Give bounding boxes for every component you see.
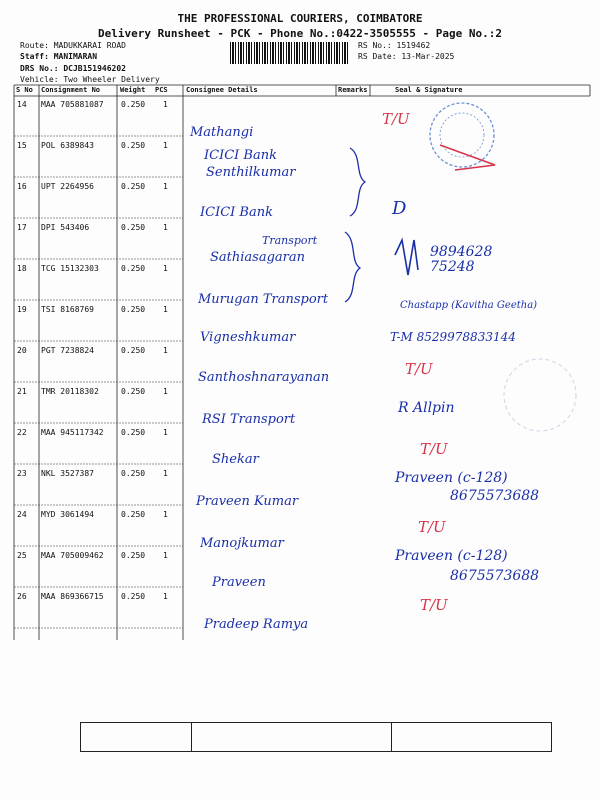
col-weight: Weight <box>120 86 146 94</box>
hw-sign: D <box>392 198 407 219</box>
table-cell-weight: 0.250 <box>121 305 146 314</box>
table-cell-pcs: 1 <box>163 141 168 150</box>
table-cell-pcs: 1 <box>163 551 168 560</box>
col-seal: Seal & Signature <box>395 86 463 94</box>
hw-sign: Praveen (c-128) <box>395 548 508 564</box>
hw-consignee: Vigneshkumar <box>200 330 296 345</box>
table-cell-weight: 0.250 <box>121 592 146 601</box>
col-pcs: PCS <box>155 86 168 94</box>
table-cell-cons: DPI 543406 <box>41 223 90 232</box>
table-cell-sno: 21 <box>17 387 27 396</box>
hw-consignee: Murugan Transport <box>198 292 329 307</box>
table-cell-sno: 18 <box>17 264 27 273</box>
table-cell-weight: 0.250 <box>121 469 146 478</box>
hw-sign: T/U <box>418 518 446 536</box>
hw-sign: 8675573688 <box>450 488 540 504</box>
table-cell-sno: 22 <box>17 428 27 437</box>
hw-sign: Praveen (c-128) <box>395 470 508 486</box>
route-label: Route: MADUKKARAI ROAD <box>20 41 126 50</box>
hw-consignee: Santhoshnarayanan <box>198 370 330 385</box>
table-cell-pcs: 1 <box>163 592 168 601</box>
table-cell-cons: MAA 705881087 <box>41 100 104 109</box>
table-cell-cons: UPT 2264956 <box>41 182 94 191</box>
table-cell-weight: 0.250 <box>121 264 146 273</box>
table-cell-weight: 0.250 <box>121 428 146 437</box>
hw-sign: R Allpin <box>398 400 455 416</box>
col-consignment: Consignment No <box>41 86 101 94</box>
table-cell-weight: 0.250 <box>121 346 146 355</box>
vehicle-label: Vehicle: Two Wheeler Delivery <box>20 75 160 84</box>
hw-sign: 9894628 75248 <box>430 244 493 275</box>
hw-sign: T/U <box>382 110 410 128</box>
col-sno: S No <box>16 86 33 94</box>
staff-label: Staff: MANIMARAN <box>20 52 98 61</box>
table-cell-pcs: 1 <box>163 305 168 314</box>
rs-date: RS Date: 13-Mar-2025 <box>358 52 455 61</box>
hw-sign: T/U <box>420 440 448 458</box>
table-cell-sno: 19 <box>17 305 27 314</box>
table-cell-pcs: 1 <box>163 387 168 396</box>
hw-consignee: Shekar <box>212 452 259 467</box>
table-cell-cons: MAA 869366715 <box>41 592 104 601</box>
table-cell-sno: 23 <box>17 469 27 478</box>
runsheet-subtitle: Delivery Runsheet - PCK - Phone No.:0422-3505555 - Page No.:2 <box>98 27 502 40</box>
hw-consignee: Manojkumar <box>200 536 284 551</box>
table-cell-cons: MAA 945117342 <box>41 428 104 437</box>
hw-consignee: Sathiasagaran <box>210 250 305 265</box>
table-cell-pcs: 1 <box>163 182 168 191</box>
hw-consignee: Praveen <box>212 575 266 590</box>
hw-sign: T/U <box>405 360 433 378</box>
table-cell-cons: TCG 15132303 <box>41 264 99 273</box>
hw-sign: T-M 8529978833144 <box>390 330 516 344</box>
drs-label: DRS No.: DCJB151946202 <box>20 64 126 73</box>
table-cell-pcs: 1 <box>163 469 168 478</box>
hw-consignee: Senthilkumar <box>206 165 296 180</box>
table-cell-sno: 17 <box>17 223 27 232</box>
hw-consignee: Praveen Kumar <box>196 494 299 509</box>
table-cell-cons: NKL 3527387 <box>41 469 94 478</box>
table-cell-cons: MYD 3061494 <box>41 510 94 519</box>
table-cell-weight: 0.250 <box>121 182 146 191</box>
table-cell-weight: 0.250 <box>121 387 146 396</box>
table-cell-cons: MAA 705009462 <box>41 551 104 560</box>
table-cell-weight: 0.250 <box>121 100 146 109</box>
table-cell-pcs: 1 <box>163 428 168 437</box>
table-cell-weight: 0.250 <box>121 223 146 232</box>
table-cell-cons: TSI 8168769 <box>41 305 94 314</box>
table-cell-sno: 15 <box>17 141 27 150</box>
hw-consignee: ICICI Bank <box>204 148 277 163</box>
col-remarks: Remarks <box>338 86 368 94</box>
table-cell-weight: 0.250 <box>121 510 146 519</box>
table-cell-pcs: 1 <box>163 510 168 519</box>
table-cell-sno: 25 <box>17 551 27 560</box>
table-cell-pcs: 1 <box>163 346 168 355</box>
table-cell-pcs: 1 <box>163 264 168 273</box>
table-cell-sno: 26 <box>17 592 27 601</box>
hw-consignee: Pradeep Ramya <box>204 617 309 632</box>
table-cell-sno: 16 <box>17 182 27 191</box>
hw-sign: Chastapp (Kavitha Geetha) <box>400 300 538 311</box>
rs-number: RS No.: 1519462 <box>358 41 431 50</box>
table-cell-weight: 0.250 <box>121 141 146 150</box>
table-cell-cons: PGT 7238824 <box>41 346 94 355</box>
table-cell-cons: TMR 20118302 <box>41 387 99 396</box>
footer-box <box>80 722 552 752</box>
table-cell-sno: 20 <box>17 346 27 355</box>
hw-sign: 8675573688 <box>450 568 540 584</box>
company-title: THE PROFESSIONAL COURIERS, COIMBATORE <box>177 12 423 25</box>
hw-sign: T/U <box>420 596 448 614</box>
col-consignee: Consignee Details <box>186 86 258 94</box>
table-cell-pcs: 1 <box>163 223 168 232</box>
table-cell-cons: POL 6389843 <box>41 141 94 150</box>
table-cell-pcs: 1 <box>163 100 168 109</box>
table-cell-weight: 0.250 <box>121 551 146 560</box>
hw-consignee: Transport <box>262 234 318 247</box>
hw-consignee: Mathangi <box>190 125 254 140</box>
table-cell-sno: 14 <box>17 100 27 109</box>
table-cell-sno: 24 <box>17 510 27 519</box>
hw-consignee: ICICI Bank <box>200 205 273 220</box>
hw-consignee: RSI Transport <box>202 412 296 427</box>
